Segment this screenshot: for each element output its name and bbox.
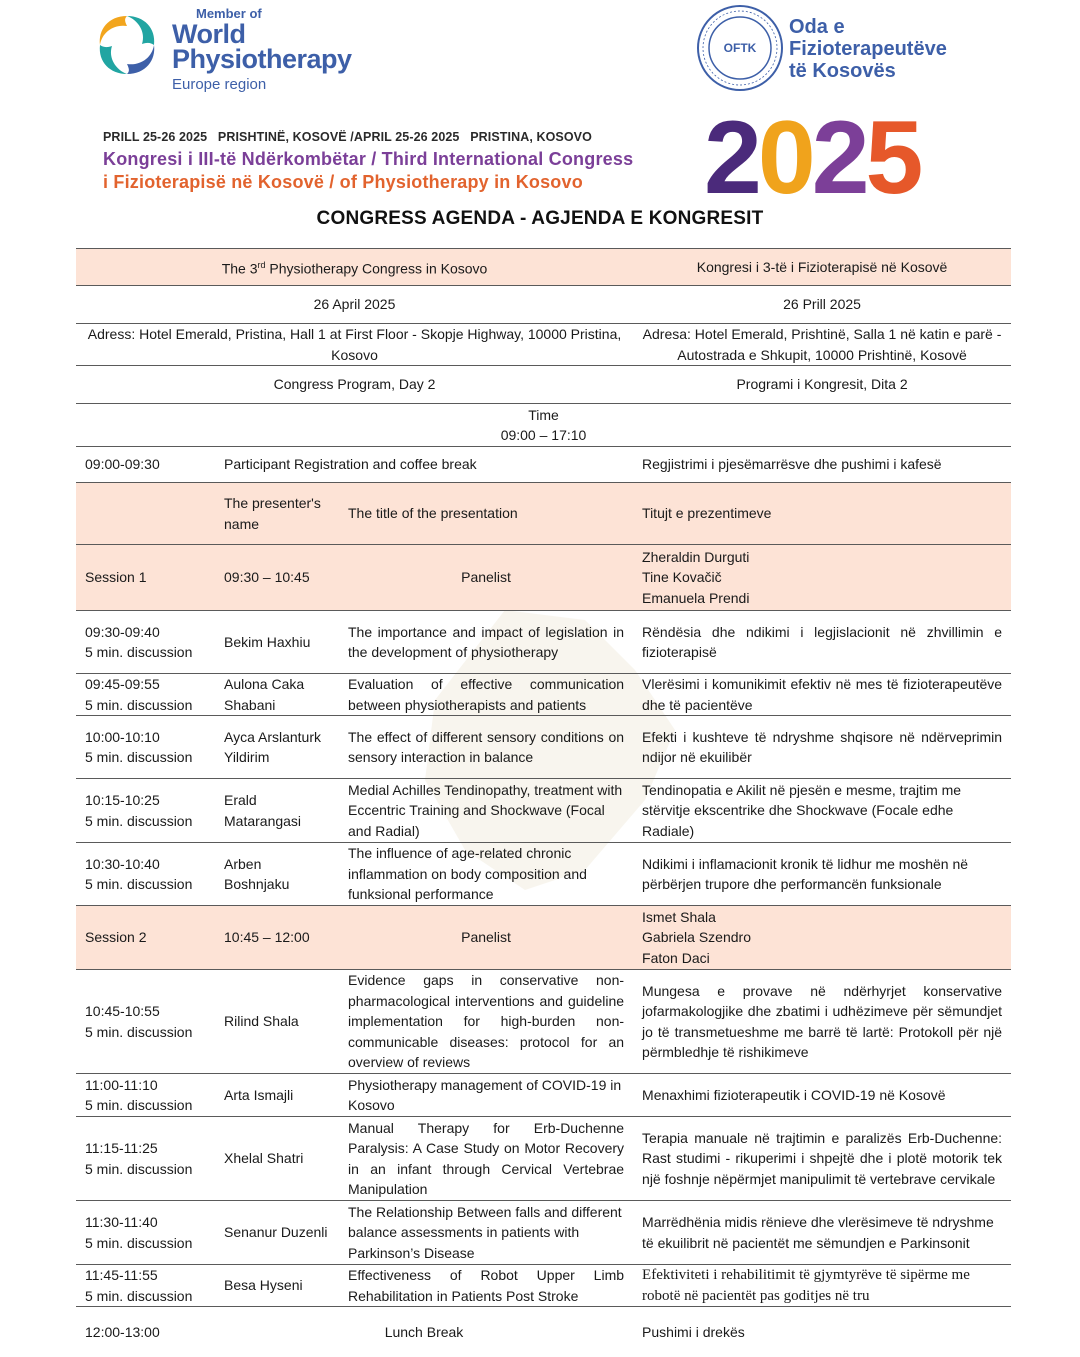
title-en-header: The title of the presentation bbox=[339, 483, 633, 545]
talk-time: 10:30-10:40 5 min. discussion bbox=[76, 843, 215, 906]
talk-title-sq: Rëndësia dhe ndikimi i legjislacionit në zhvillimin e fizioterapisë bbox=[633, 611, 1011, 674]
presenter-name: Arta Ismajli bbox=[215, 1074, 339, 1117]
oftk-seal-text: OFTK bbox=[723, 41, 757, 55]
presenter-name: Rilind Shala bbox=[215, 970, 339, 1074]
talk-row bbox=[76, 1074, 1011, 1117]
talk-title-en: Medial Achilles Tendinopathy, treatment with Eccentric Training and Shockwave (Focal and Radial) bbox=[339, 779, 633, 843]
world-wordmark: World bbox=[172, 19, 246, 49]
session-time: 10:45 – 12:00 bbox=[215, 906, 339, 970]
agenda-table bbox=[76, 248, 1011, 1357]
talk-title-sq: Mungesa e provave në ndërhyrjet konservative jofarmakologjike dhe zbatimi i udhëzimeve për sëmundjet jo të transmetueshme me barrë të lartë: Protokoll për një përmbledhje të rishikimeve bbox=[633, 970, 1011, 1074]
column-header-row bbox=[76, 483, 1011, 545]
table-title-sq: Kongresi i 3-të i Fizioterapisë në Kosovë bbox=[633, 249, 1011, 286]
talk-title-sq: Terapia manuale në trajtimin e paralizës Erb-Duchenne: Rast studimi - rikuperimi i shpejtë dhe i plotë motorik tek një foshnje nëpërmjet manipulimit të vertebrave cervikale bbox=[633, 1117, 1011, 1201]
talk-title-sq: Menaxhimi fizioterapeutik i COVID-19 në Kosovë bbox=[633, 1074, 1011, 1117]
session-time: 09:30 – 10:45 bbox=[215, 545, 339, 611]
presenter-name: Xhelal Shatri bbox=[215, 1117, 339, 1201]
talk-title-en: The influence of age-related chronic inflammation on body composition and funksional performance bbox=[339, 843, 633, 906]
presenter-name: Aulona Caka Shabani bbox=[215, 674, 339, 716]
panelist-names: Zheraldin Durguti Tine Kovačič Emanuela Prendi bbox=[633, 545, 1011, 611]
talk-time: 09:45-09:55 5 min. discussion bbox=[76, 674, 215, 716]
talk-row bbox=[76, 779, 1011, 843]
europe-region-label: Europe region bbox=[172, 76, 267, 93]
talk-row bbox=[76, 611, 1011, 674]
talk-time: 10:15-10:25 5 min. discussion bbox=[76, 779, 215, 843]
talk-row bbox=[76, 1201, 1011, 1265]
talk-row bbox=[76, 843, 1011, 906]
lunch-time: 12:00-13:00 bbox=[85, 1323, 160, 1340]
congress-date-line: PRILL 25-26 2025 PRISHTINË, KOSOVË /APRIL 25-26 2025 PRISTINA, KOSOVO bbox=[103, 130, 592, 144]
talk-title-sq: Vlerësimi i komunikimit efektiv në mes të fizioterapeutëve dhe të pacientëve bbox=[633, 674, 1011, 716]
talk-title-en: Evidence gaps in conservative non-pharmacological interventions and guideline implementation for high-burden non-communicable diseases: protocol for an overview of reviews bbox=[339, 970, 633, 1074]
program-row bbox=[76, 366, 1011, 404]
year-digit: 0 bbox=[757, 100, 812, 216]
year-digit: 2 bbox=[704, 100, 758, 216]
table-title-row bbox=[76, 249, 1011, 286]
lunch-sq: Pushimi i drekës bbox=[642, 1323, 745, 1340]
address-sq: Adresa: Hotel Emerald, Prishtinë, Salla 1 në katin e parë - Autostrada e Shkupit, 10000 Prishtinë, Kosovë bbox=[633, 324, 1011, 366]
panelist-names: Ismet Shala Gabriela Szendro Faton Daci bbox=[633, 906, 1011, 970]
panelist-label: Panelist bbox=[339, 545, 633, 611]
agenda-title: CONGRESS AGENDA - AGJENDA E KONGRESIT bbox=[316, 208, 764, 229]
year-digit: 2 bbox=[811, 100, 866, 216]
time-row bbox=[76, 404, 1011, 447]
talk-time: 11:00-11:10 5 min. discussion bbox=[76, 1074, 215, 1117]
talk-time: 11:30-11:40 5 min. discussion bbox=[76, 1201, 215, 1265]
member-of-label: Member of bbox=[196, 6, 262, 21]
time-range: Time 09:00 – 17:10 bbox=[76, 404, 1011, 447]
congress-title-line-1: Kongresi i III-të Ndërkombëtar / Third International Congress bbox=[103, 149, 634, 169]
talk-time: 11:45-11:55 5 min. discussion bbox=[76, 1265, 215, 1307]
congress-title-line-2: i Fizioterapisë në Kosovë / of Physiotherapy in Kosovo bbox=[103, 172, 583, 192]
congress-year bbox=[704, 100, 920, 216]
physiotherapy-wordmark: Physiotherapy bbox=[172, 44, 352, 74]
program-sq: Programi i Kongresit, Dita 2 bbox=[633, 366, 1011, 404]
registration-time: 09:00-09:30 bbox=[76, 447, 215, 483]
talk-row bbox=[76, 1265, 1011, 1307]
session-row bbox=[76, 906, 1011, 970]
table-title-en: The 3rd Physiotherapy Congress in Kosovo bbox=[76, 249, 633, 286]
year-digit: 5 bbox=[865, 100, 920, 216]
talk-row bbox=[76, 674, 1011, 716]
panelist-label: Panelist bbox=[339, 906, 633, 970]
title-sq-header: Titujt e prezentimeve bbox=[633, 483, 1011, 545]
talk-title-en: The Relationship Between falls and different balance assessments in patients with Parkinson’s Disease bbox=[339, 1201, 633, 1265]
date-en: 26 April 2025 bbox=[76, 286, 633, 324]
oftk-name bbox=[789, 16, 947, 82]
presenter-header: The presenter's name bbox=[215, 483, 339, 545]
oftk-name-line: të Kosovës bbox=[789, 60, 896, 82]
talk-title-sq: Ndikimi i inflamacionit kronik të lidhur me moshën në përbërjen trupore dhe performancën funksionale bbox=[633, 843, 1011, 906]
session-label: Session 2 bbox=[76, 906, 215, 970]
talk-title-en: Evaluation of effective communication between physiotherapists and patients bbox=[339, 674, 633, 716]
presenter-name: Arben Boshnjaku bbox=[215, 843, 339, 906]
talk-title-en: Physiotherapy management of COVID-19 in Kosovo bbox=[339, 1074, 633, 1117]
talk-title-sq: Tendinopatia e Akilit në pjesën e mesme, trajtim me stërvitje ekscentrike dhe Shockwave (Focale edhe Radiale) bbox=[633, 779, 1011, 843]
talk-title-sq: Efekti i kushteve të ndryshme shqisore në ndërveprimin ndijor në ekuilibër bbox=[633, 716, 1011, 779]
presenter-name: Ayca Arslanturk Yildirim bbox=[215, 716, 339, 779]
talk-time: 10:45-10:55 5 min. discussion bbox=[76, 970, 215, 1074]
presenter-name: Erald Matarangasi bbox=[215, 779, 339, 843]
talk-time: 11:15-11:25 5 min. discussion bbox=[76, 1117, 215, 1201]
registration-sq: Regjistrimi i pjesëmarrësve dhe pushimi i kafesë bbox=[633, 447, 1011, 483]
lunch-row bbox=[76, 1307, 1011, 1357]
oftk-name-line: Fizioterapeutëve bbox=[789, 38, 947, 60]
talk-title-sq: Efektiviteti i rehabilitimit të gjymtyrëve të sipërme me robotë në pacientët pas goditjes në tru bbox=[633, 1265, 1011, 1307]
presenter-name: Besa Hyseni bbox=[215, 1265, 339, 1307]
presenter-name: Senanur Duzenli bbox=[215, 1201, 339, 1265]
talk-time: 09:30-09:40 5 min. discussion bbox=[76, 611, 215, 674]
oftk-name-line: Oda e bbox=[789, 16, 845, 38]
talk-title-en: The effect of different sensory conditions on sensory interaction in balance bbox=[339, 716, 633, 779]
oftk-logo bbox=[696, 4, 996, 94]
oftk-seal-icon bbox=[696, 4, 784, 92]
program-en: Congress Program, Day 2 bbox=[76, 366, 633, 404]
talk-title-en: Effectiveness of Robot Upper Limb Rehabilitation in Patients Post Stroke bbox=[339, 1265, 633, 1307]
talk-title-en: The importance and impact of legislation in the development of physiotherapy bbox=[339, 611, 633, 674]
talk-row bbox=[76, 1117, 1011, 1201]
talk-time: 10:00-10:10 5 min. discussion bbox=[76, 716, 215, 779]
address-row bbox=[76, 324, 1011, 366]
registration-row bbox=[76, 447, 1011, 483]
date-row bbox=[76, 286, 1011, 324]
session-row bbox=[76, 545, 1011, 611]
registration-en: Participant Registration and coffee break bbox=[215, 447, 633, 483]
talk-row bbox=[76, 970, 1011, 1074]
session-label: Session 1 bbox=[76, 545, 215, 611]
address-en: Adress: Hotel Emerald, Pristina, Hall 1 at First Floor - Skopje Highway, 10000 Pristina, Kosovo bbox=[76, 324, 633, 366]
date-sq: 26 Prill 2025 bbox=[633, 286, 1011, 324]
talk-row bbox=[76, 716, 1011, 779]
presenter-name: Bekim Haxhiu bbox=[215, 611, 339, 674]
talk-title-en: Manual Therapy for Erb-Duchenne Paralysis: A Case Study on Motor Recovery in an infant through Cervical Vertebrae Manipulation bbox=[339, 1117, 633, 1201]
world-physiotherapy-mark-icon bbox=[94, 12, 160, 78]
talk-title-sq: Marrëdhënia midis rënieve dhe vlerësimeve të ndryshme të ekuilibrit në pacientët me sëmundjen e Parkinsonit bbox=[633, 1201, 1011, 1265]
lunch-en: Lunch Break bbox=[384, 1323, 464, 1340]
world-physiotherapy-logo bbox=[94, 6, 394, 96]
